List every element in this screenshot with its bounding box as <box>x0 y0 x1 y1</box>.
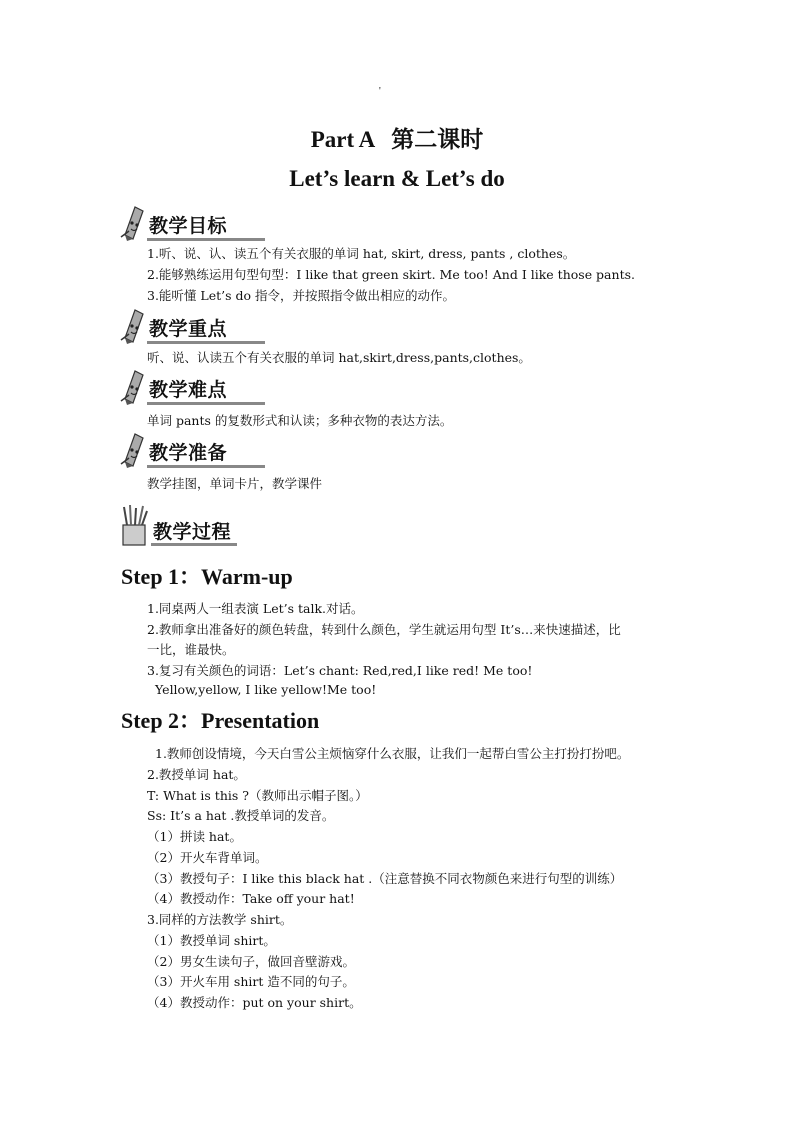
goals-line: 1.听、说、认、读五个有关衣服的单词 hat, skirt, dress, pants , clothes。 <box>147 246 576 261</box>
heading-underline <box>147 238 265 241</box>
step2-line: （4）教授动作：Take off your hat! <box>147 891 355 906</box>
step1-heading: Step 1：Warm-up <box>121 564 293 589</box>
difficult-line: 单词 pants 的复数形式和认读；多种衣物的表达方法。 <box>147 413 453 428</box>
pencil-icon <box>119 432 147 468</box>
section-goals-title: 教学目标 <box>149 215 228 237</box>
step2-line: 3.同样的方法教学 shirt。 <box>147 912 293 927</box>
step2-line: （1）教授单词 shirt。 <box>147 933 276 948</box>
section-prep-title: 教学准备 <box>149 442 228 464</box>
pencil-cup-icon <box>119 505 149 547</box>
step2-line: 2.教授单词 hat。 <box>147 767 246 782</box>
step1-line: 3.复习有关颜色的词语：Let’s chant: Red,red,I like red! Me too! <box>147 663 533 678</box>
step2-line: （2）男女生读句子，做回音壁游戏。 <box>147 954 355 969</box>
heading-underline <box>147 341 265 344</box>
section-difficult-title: 教学难点 <box>149 379 228 401</box>
pencil-icon <box>119 369 147 405</box>
step2-line: （3）开火车用 shirt 造不同的句子。 <box>147 974 355 989</box>
pencil-icon <box>119 308 147 344</box>
step1-line: 1.同桌两人一组表演 Let’s talk.对话。 <box>147 601 364 616</box>
heading-underline <box>147 465 265 468</box>
heading-underline <box>147 402 265 405</box>
step2-line: （3）教授句子：I like this black hat .（注意替换不同衣物颜色来进行句型的训练） <box>147 871 623 886</box>
page-mark: ' <box>379 86 381 97</box>
section-key-title: 教学重点 <box>149 318 228 340</box>
step2-line: T: What is this ?（教师出示帽子图。） <box>147 788 368 803</box>
step1-line: 一比，谁最快。 <box>147 642 235 657</box>
step2-line: （1）拼读 hat。 <box>147 829 242 844</box>
step1-line: 2.教师拿出准备好的颜色转盘，转到什么颜色，学生就运用句型 It’s…来快速描述，比 <box>147 622 621 637</box>
page-title: Part A 第二课时 <box>310 127 484 152</box>
prep-line: 教学挂图，单词卡片，教学课件 <box>147 476 323 491</box>
pencil-icon <box>119 205 147 241</box>
goals-line: 2.能够熟练运用句型句型：I like that green skirt. Me too! And I like those pants. <box>147 267 635 282</box>
step2-line: （4）教授动作：put on your shirt。 <box>147 995 362 1010</box>
step2-line: 1.教师创设情境，今天白雪公主烦恼穿什么衣服，让我们一起帮白雪公主打扮打扮吧。 <box>155 746 630 761</box>
step2-line: Ss: It’s a hat .教授单词的发音。 <box>147 808 335 823</box>
key-line: 听、说、认读五个有关衣服的单词 hat,skirt,dress,pants,clothes。 <box>147 350 531 365</box>
step1-line: Yellow,yellow, I like yellow!Me too! <box>155 682 377 697</box>
section-process-title: 教学过程 <box>153 521 232 543</box>
step2-line: （2）开火车背单词。 <box>147 850 268 865</box>
goals-line: 3.能听懂 Let’s do 指令，并按照指令做出相应的动作。 <box>147 288 455 303</box>
heading-underline <box>151 543 237 546</box>
step2-heading: Step 2：Presentation <box>121 708 320 733</box>
page-subtitle: Let’s learn & Let’s do <box>289 166 505 191</box>
